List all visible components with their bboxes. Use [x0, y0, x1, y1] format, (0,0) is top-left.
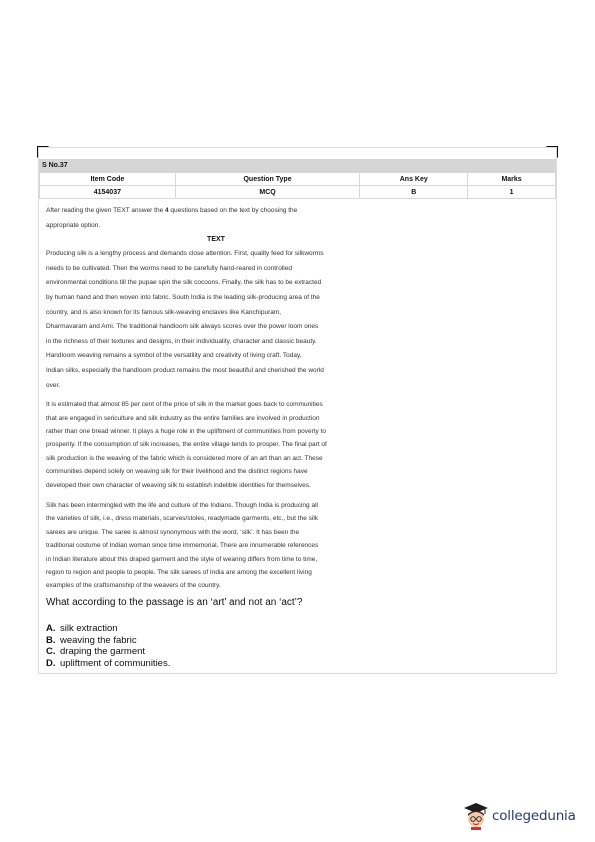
passage-line: traditional costume of Indian woman since time immemorial. There are innumerable references: [46, 542, 319, 550]
question-type-value: MCQ: [175, 186, 360, 199]
option-letter: A.: [46, 623, 56, 634]
passage-line: the varieties of silk, i.e., dress materials, scarves/stoles, readymade garments, etc., but the silk: [46, 515, 319, 523]
col-ans-key: Ans Key: [360, 173, 468, 186]
marks-value: 1: [468, 186, 556, 199]
graduate-mascot-icon: [463, 802, 489, 830]
option-letter: D.: [46, 657, 56, 669]
item-code-value: 4154037: [40, 186, 176, 199]
option-d[interactable]: [46, 658, 170, 670]
option-text: silk extraction: [60, 623, 118, 634]
brand-logo: [463, 801, 576, 831]
passage-paragraph-1: [46, 247, 386, 393]
option-b[interactable]: [46, 635, 170, 647]
passage-content: [46, 204, 386, 593]
brand-name: collegedunia: [492, 808, 576, 824]
passage-paragraph-2: [46, 398, 386, 492]
instruction: After reading the given TEXT answer the 4 questions based on the text by choosing the: [46, 207, 298, 214]
meta-header-row: [40, 173, 556, 186]
passage-line: environmental conditions till the pupae spin the silk cocoons. Finally, the silk has to be extracted: [46, 279, 322, 287]
question-meta-table: [39, 172, 556, 199]
meta-value-row: [40, 186, 556, 199]
passage-line: over.: [46, 381, 61, 389]
passage-line: Indian silks, especially the handloom product remains the most beautiful and cherished the world: [46, 366, 324, 374]
option-letter: B.: [46, 634, 56, 646]
option-text: weaving the fabric: [60, 634, 137, 646]
passage-line: silk production is the weaving of the fabric which is considered more of an art than an act. These: [46, 454, 323, 462]
passage-line: developed their own character of weaving silk to establish indelible identities for themselves.: [46, 481, 311, 489]
passage-line: Producing silk is a lengthy process and demands close attention. First, quality feed for silkworms: [46, 250, 324, 258]
option-text: upliftment of communities.: [60, 657, 171, 669]
passage-line: by human hand and then woven into fabric. South India is the leading silk-producing area of the: [46, 293, 320, 301]
passage-line: It is estimated that almost 85 per cent of the price of silk in the market goes back to communities: [46, 401, 323, 409]
passage-line: rather than one bread winner. It plays a huge role in the upliftment of communities from poverty to: [46, 427, 327, 435]
passage-line: region to region and people to people. The silk sarees of India are among the excellent living: [46, 569, 312, 576]
option-c[interactable]: [46, 646, 170, 658]
passage-line: needs to be cultivated. Then the worms need to be carefully hand-reared in controlled: [46, 264, 292, 272]
passage-line: communities depend solely on weaving silk for their livelihood and the distinct regions have: [46, 468, 308, 476]
question-text: What according to the passage is an ‘art’ and not an ‘act’?: [46, 597, 303, 608]
passage-line: prosperity. If the consumption of silk increases, the entire village tends to prosper. The final part of: [46, 441, 327, 449]
col-question-type: Question Type: [175, 173, 360, 186]
instruction-line2: appropriate option.: [46, 221, 101, 229]
col-item-code: Item Code: [40, 173, 176, 186]
passage-line: Handloom weaving remains a symbol of the versatility and creativity of living craft. Today,: [46, 352, 302, 360]
option-text: draping the garment: [60, 646, 146, 657]
question-card: [38, 147, 557, 674]
col-marks: Marks: [468, 173, 556, 186]
serial-number: S No.37: [39, 159, 556, 172]
option-letter: C.: [46, 646, 56, 657]
passage-line: in Indian literature about this draped garment and the style of wearing differs from time to time,: [46, 555, 318, 563]
passage-line: examples of the craftsmanship of the weavers of the country.: [46, 582, 221, 590]
passage-line: Silk has been intermingled with the life and culture of the Indians. Though India is producing all: [46, 501, 318, 509]
passage-line: in the richness of their textures and designs, in their individuality, character and classic beauty.: [46, 337, 317, 345]
passage-paragraph-3: [46, 499, 386, 593]
passage-line: Dharmavaram and Arni. The traditional handloom silk always scores over the power loom ones: [46, 323, 319, 331]
ans-key-value: B: [360, 186, 468, 199]
passage-line: country, and is also known for its famous silk-weaving enclaves like Kanchipuram,: [46, 308, 282, 316]
text-heading: TEXT: [207, 236, 225, 244]
passage-line: that are engaged in sericulture and silk industry as the entire families are involved in production: [46, 414, 320, 422]
answer-options: [46, 623, 170, 669]
option-a[interactable]: [46, 623, 170, 635]
passage-line: sarees are unique. The saree is almost synonymous with the word, ‘silk’. It has been the: [46, 528, 300, 536]
